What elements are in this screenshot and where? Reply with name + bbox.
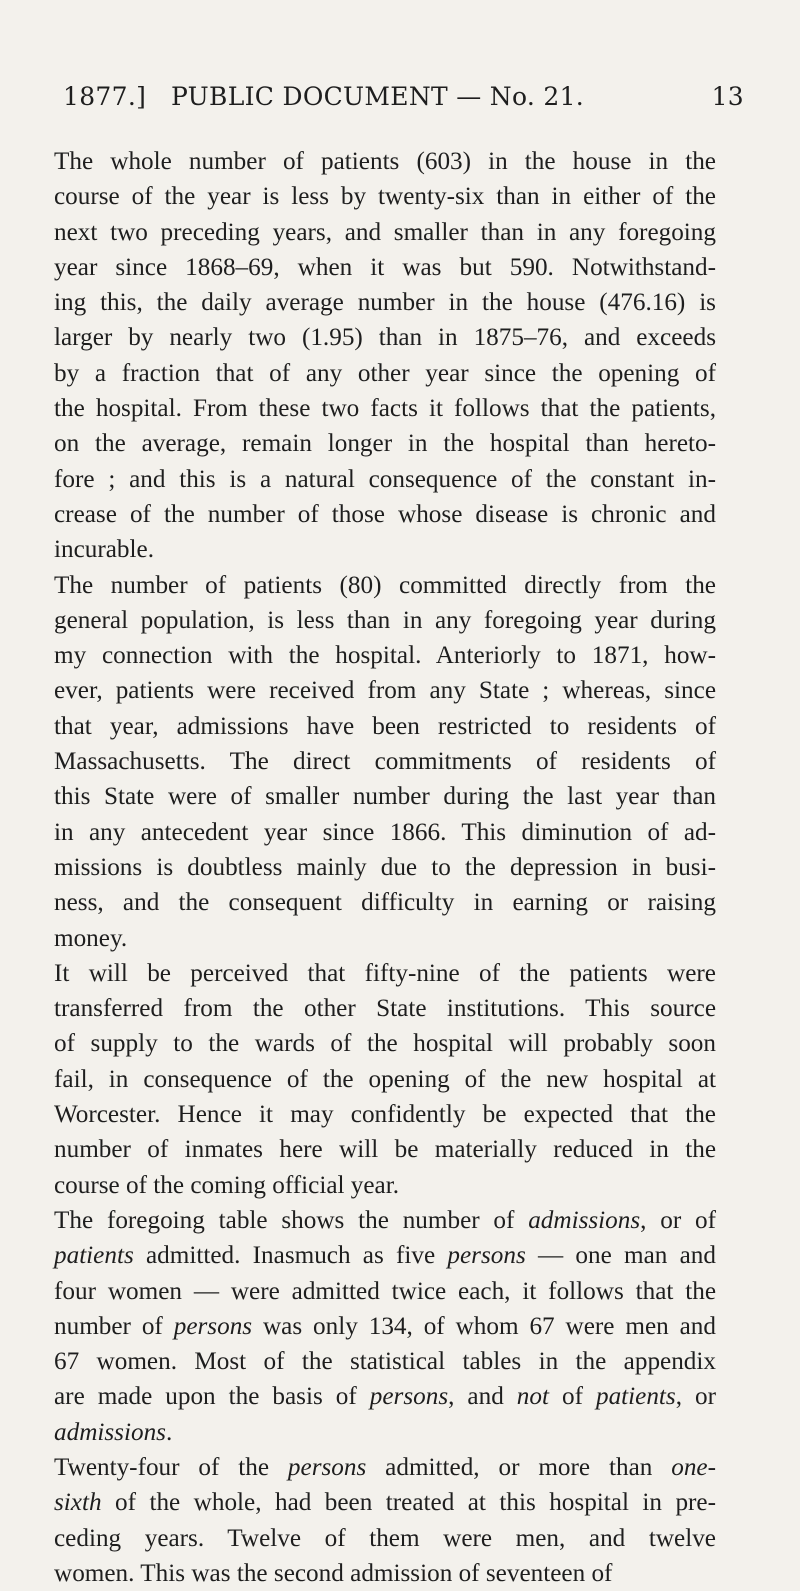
text-line: The number of patients (80) committed directly from the bbox=[54, 571, 716, 599]
text-line: It will be perceived that fifty-nine of the patients were bbox=[54, 959, 716, 987]
text-line: women. This was the second admission of seventeen of bbox=[54, 1559, 613, 1587]
text-line: course of the year is less by twenty-six than in either of the bbox=[54, 183, 716, 211]
italic-term: not bbox=[516, 1383, 549, 1411]
text-line: ceding years. Twelve of them were men, and twelve bbox=[54, 1524, 716, 1552]
text-line: that year, admissions have been restricted to residents of bbox=[54, 712, 716, 740]
text-line: fore ; and this is a natural consequence of the constant in- bbox=[54, 465, 716, 493]
text-line: general population, is less than in any foregoing year during bbox=[54, 606, 716, 634]
text-line: The foregoing table shows the number of admissions, or of bbox=[54, 1206, 717, 1234]
italic-term: persons bbox=[447, 1242, 526, 1270]
italic-term: one- bbox=[671, 1453, 716, 1481]
text-line: number of inmates here will be materially reduced in the bbox=[54, 1136, 716, 1164]
italic-term: admissions bbox=[528, 1206, 641, 1234]
text-line: 67 women. Most of the statistical tables in the appendix bbox=[54, 1348, 716, 1376]
italic-term: persons bbox=[287, 1453, 367, 1481]
text-line: money. bbox=[54, 924, 128, 952]
text-line: missions is doubtless mainly due to the depression in busi- bbox=[54, 853, 716, 881]
page-number: 13 bbox=[711, 82, 744, 111]
text-line: ever, patients were received from any State ; whereas, since bbox=[54, 677, 716, 705]
text-line: the hospital. From these two facts it follows that the patients, bbox=[54, 395, 716, 423]
italic-term: patients bbox=[595, 1383, 676, 1411]
text-line: number of persons was only 134, of whom 67 were men and bbox=[54, 1312, 716, 1340]
text-line: of supply to the wards of the hospital will probably soon bbox=[54, 1030, 716, 1058]
text-line: sixth of the whole, had been treated at this hospital in pre- bbox=[54, 1489, 716, 1517]
body-text bbox=[54, 144, 716, 1591]
text-line: patients admitted. Inasmuch as five persons — one man and bbox=[54, 1242, 716, 1270]
italic-term: sixth bbox=[54, 1489, 102, 1517]
text-line: fail, in consequence of the opening of the new hospital at bbox=[54, 1065, 716, 1093]
text-line: by a fraction that of any other year since the opening of bbox=[54, 359, 716, 387]
text-line: incurable. bbox=[54, 536, 154, 564]
text-line: Massachusetts. The direct commitments of residents of bbox=[54, 748, 716, 776]
text-line: on the average, remain longer in the hospital than hereto- bbox=[54, 430, 716, 458]
text-line: in any antecedent year since 1866. This diminution of ad- bbox=[54, 818, 716, 846]
text-line: larger by nearly two (1.95) than in 1875–76, and exceeds bbox=[54, 324, 716, 352]
text-line: next two preceding years, and smaller than in any foregoing bbox=[54, 218, 716, 246]
text-line: admissions. bbox=[54, 1418, 173, 1446]
text-line: transferred from the other State institutions. This source bbox=[54, 995, 716, 1023]
text-line: The whole number of patients (603) in the house in the bbox=[54, 148, 716, 175]
italic-term: patients bbox=[54, 1242, 134, 1270]
text-line: four women — were admitted twice each, it follows that the bbox=[54, 1277, 716, 1305]
italic-term: admissions bbox=[54, 1418, 166, 1446]
running-header bbox=[63, 82, 744, 122]
text-line: are made upon the basis of persons, and not of patients, or bbox=[54, 1383, 717, 1411]
italic-term: persons bbox=[369, 1383, 449, 1411]
text-line: ing this, the daily average number in the house (476.16) is bbox=[54, 289, 716, 317]
text-line: year since 1868–69, when it was but 590. Notwithstand- bbox=[54, 253, 716, 281]
text-line: Worcester. Hence it may confidently be expected that the bbox=[54, 1101, 716, 1129]
header-title: PUBLIC DOCUMENT — No. 21. bbox=[171, 82, 585, 111]
text-line: my connection with the hospital. Anteriorly to 1871, how- bbox=[54, 642, 716, 670]
italic-term: persons bbox=[173, 1312, 253, 1340]
text-line: course of the coming official year. bbox=[54, 1171, 400, 1199]
text-line: crease of the number of those whose disease is chronic and bbox=[54, 500, 716, 528]
text-line: this State were of smaller number during the last year than bbox=[54, 783, 716, 811]
text-line: Twenty-four of the persons admitted, or more than one- bbox=[54, 1453, 716, 1481]
text-line: ness, and the consequent difficulty in earning or raising bbox=[54, 889, 716, 917]
header-year: 1877.] bbox=[63, 82, 147, 111]
